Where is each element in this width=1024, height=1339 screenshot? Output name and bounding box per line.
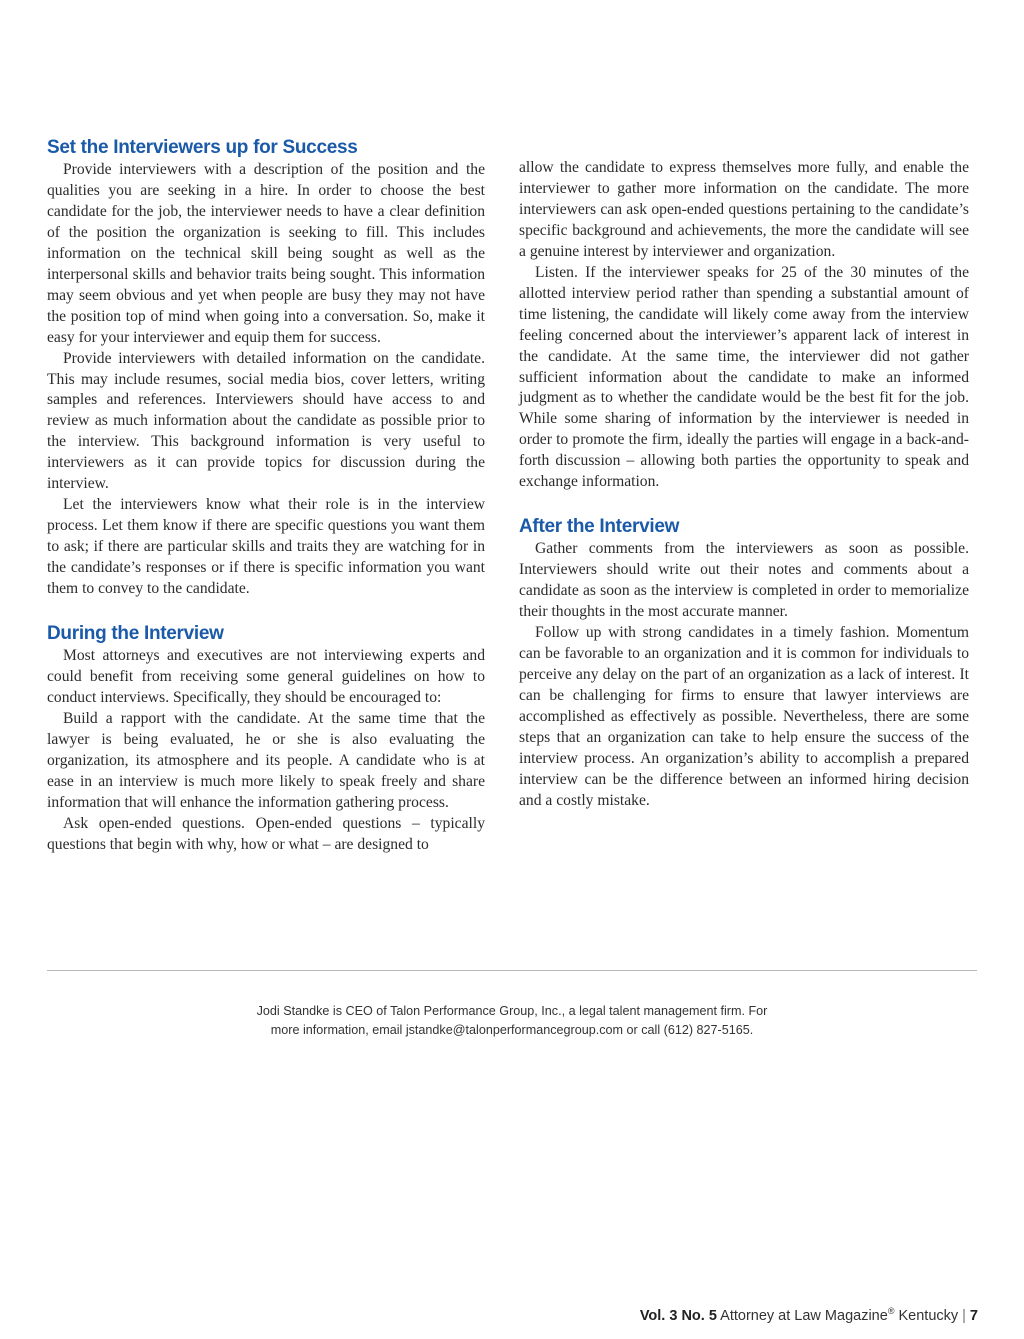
right-column	[519, 158, 969, 812]
page-footer	[640, 1306, 978, 1324]
author-bio	[200, 1002, 824, 1040]
paragraph: Listen. If the interviewer speaks for 25 of the 30 minutes of the allotted interview period rather than spending a substantial amount of time listening, the candidate will likely come away from the interview feeling concerned about the interviewer’s apparent lack of interest in the candidate. At the same time, the interviewer did not gather sufficient information about the candidate to make an informed judgment as to whether the candidate would be the best fit for the job. While some sharing of information by the interviewer is needed in order to promote the firm, ideally the parties will engage in a back-and-forth discussion – allowing both parties the opportunity to speak and exchange information.	[519, 263, 969, 491]
paragraph: Follow up with strong candidates in a timely fashion. Momentum can be favorable to an organization and it is common for individuals to perceive any delay on the part of an organization as a lack of interest. It can be challenging for firms to ensure that lawyer interviews are accomplished as effectively as possible. Nevertheless, there are some steps that an organization can take to help ensure the success of the interview process. An organization’s ability to accomplish a prepared interview can be the difference between an informed hiring decision and a costly mistake.	[519, 624, 969, 809]
page-number: 7	[969, 1307, 978, 1324]
footer-region: Kentucky	[898, 1307, 959, 1324]
paragraph: Provide interviewers with detailed information on the candidate. This may include resumes, social media bios, cover letters, writing samples and references. Interviewers should have access to and review as much information about the candidate as possible prior to the interview. This background information is very useful to interviewers as it can provide topics for discussion during the interview.	[47, 349, 485, 493]
paragraph-continued: allow the candidate to express themselves more fully, and enable the interviewer to gather more information on the candidate. The more interviewers can ask open-ended questions pertaining to the candidate’s specific background and achievements, the more the candidate will see a genuine interest by interviewer and organization.	[519, 159, 969, 260]
footer-magazine: Attorney at Law Magazine	[720, 1307, 888, 1324]
section-heading-success: Set the Interviewers up for Success	[47, 137, 358, 158]
paragraph: Ask open-ended questions. Open-ended questions – typically questions that begin with why, how or what – are designed to	[47, 814, 485, 853]
left-column	[47, 136, 485, 856]
registered-mark: ®	[887, 1306, 895, 1316]
paragraph: Build a rapport with the candidate. At the same time that the lawyer is being evaluated, he or she is also evaluating the organization, its atmosphere and its people. A candidate who is at ease in an interview is much more likely to speak freely and share information that will enhance the information gathering process.	[47, 709, 485, 811]
paragraph: Gather comments from the interviewers as soon as possible. Interviewers should write out their notes and comments about a candidate as soon as the interview is completed in order to memorialize their thoughts in the most accurate manner.	[519, 540, 969, 621]
footer-volume: Vol. 3 No. 5	[639, 1307, 717, 1324]
paragraph: Let the interviewers know what their role is in the interview process. Let them know if there are specific questions you want them to ask; if there are particular skills and traits they are watching for in the candidate’s responses or if there is specific information you want them to convey to the candidate.	[47, 496, 485, 598]
section-heading-after: After the Interview	[519, 516, 680, 538]
section-heading-during: During the Interview	[47, 623, 224, 645]
paragraph: Most attorneys and executives are not interviewing experts and could benefit from receiving some general guidelines on how to conduct interviews. Specifically, they should be encouraged to:	[47, 647, 485, 706]
bio-line: more information, email jstandke@talonperformancegroup.com or call (612) 827-5165.	[270, 1023, 754, 1037]
divider-rule	[47, 970, 977, 971]
paragraph: Provide interviewers with a description of the position and the qualities you are seeking in a hire. In order to choose the best candidate for the job, the interviewer needs to have a clear definition of the position the organization is seeking to fill. This includes information on the technical skill being sought as well as the interpersonal skills and behavior traits being sought. This information may seem obvious and yet when people are busy they may not have the position top of mind when going into a conversation. So, make it easy for your interviewer and equip them for success.	[47, 161, 485, 346]
bio-line: Jodi Standke is CEO of Talon Performance Group, Inc., a legal talent management firm. For	[256, 1004, 768, 1018]
footer-separator: |	[962, 1307, 966, 1324]
